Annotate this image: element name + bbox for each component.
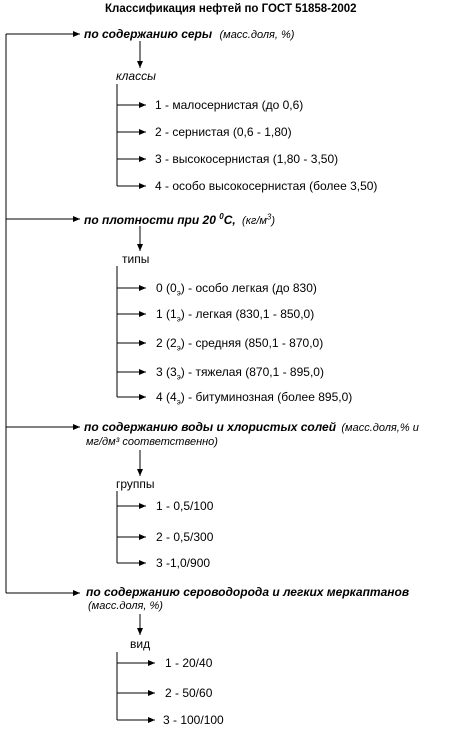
density-item: [156, 337, 323, 352]
density-item-b: ) - тяжелая (870,1 - 895,0): [180, 365, 324, 379]
sulfur-item: 3 - высокосернистая (1,80 - 3,50): [155, 152, 339, 166]
density-heading-text: по плотности при 20: [84, 213, 220, 227]
density-item-b: ) - особо легкая (до 830): [180, 281, 317, 295]
water-note-line2: мг/дм³ соответственно): [86, 436, 218, 448]
sulfur-item: 4 - особо высокосернистая (более 3,50): [155, 179, 378, 193]
h2s-sublabel: вид: [130, 637, 151, 651]
density-item-a: 3 (3: [156, 365, 177, 379]
h2s-item: 3 - 100/100: [163, 713, 224, 727]
water-item: 3 -1,0/900: [156, 556, 211, 570]
density-sublabel: типы: [122, 252, 150, 266]
density-item-b: ) - битуминозная (более 895,0): [180, 390, 353, 404]
sulfur-item: 2 - сернистая (0,6 - 1,80): [155, 125, 292, 139]
section-water-heading: [84, 421, 419, 434]
sulfur-note: (масс.доля, %): [219, 29, 295, 41]
diagram-title: Классификация нефтей по ГОСТ 51858-2002: [105, 3, 357, 15]
density-item: [156, 391, 352, 406]
density-item-a: 2 (2: [156, 336, 177, 350]
density-item-sub: э: [176, 314, 181, 324]
water-sublabel: группы: [116, 477, 155, 491]
section-h2s-heading: [86, 586, 409, 598]
section-density-heading: [84, 213, 275, 227]
density-item-sub: э: [176, 288, 181, 298]
h2s-item: 2 - 50/60: [165, 686, 213, 700]
section-sulfur-heading: [84, 28, 294, 41]
density-heading-unit: С,: [223, 213, 236, 227]
density-note-a: (кг/м: [242, 215, 267, 227]
water-item: 1 - 0,5/100: [156, 499, 214, 513]
water-heading-text: по содержанию воды и хлористых солей: [84, 420, 337, 434]
density-heading-sup: 0: [219, 212, 224, 221]
h2s-heading-text: по содержанию сероводорода и легких меркаптанов: [86, 585, 410, 599]
density-note-b: ): [271, 215, 276, 227]
water-note-line1: (масс.доля,% и: [341, 422, 419, 434]
sulfur-heading-text: по содержанию серы: [84, 27, 213, 41]
sulfur-sublabel: классы: [116, 69, 156, 83]
density-item-a: 4 (4: [156, 390, 177, 404]
density-item-sub: э: [176, 397, 181, 407]
density-item-a: 0 (0: [156, 281, 177, 295]
density-item-sub: э: [176, 343, 181, 353]
density-item: [156, 308, 314, 323]
h2s-note: (масс.доля, %): [88, 600, 163, 612]
water-item: 2 - 0,5/300: [156, 530, 214, 544]
sulfur-item: 1 - малосернистая (до 0,6): [155, 98, 304, 112]
density-item-sub: э: [176, 372, 181, 382]
density-item: [156, 282, 317, 297]
density-item: [156, 366, 324, 381]
density-item-a: 1 (1: [156, 307, 177, 321]
density-item-b: ) - легкая (830,1 - 850,0): [180, 307, 315, 321]
density-note-sup: 3: [266, 212, 272, 222]
h2s-item: 1 - 20/40: [165, 656, 213, 670]
density-item-b: ) - средняя (850,1 - 870,0): [180, 336, 324, 350]
density-note: [242, 212, 276, 227]
